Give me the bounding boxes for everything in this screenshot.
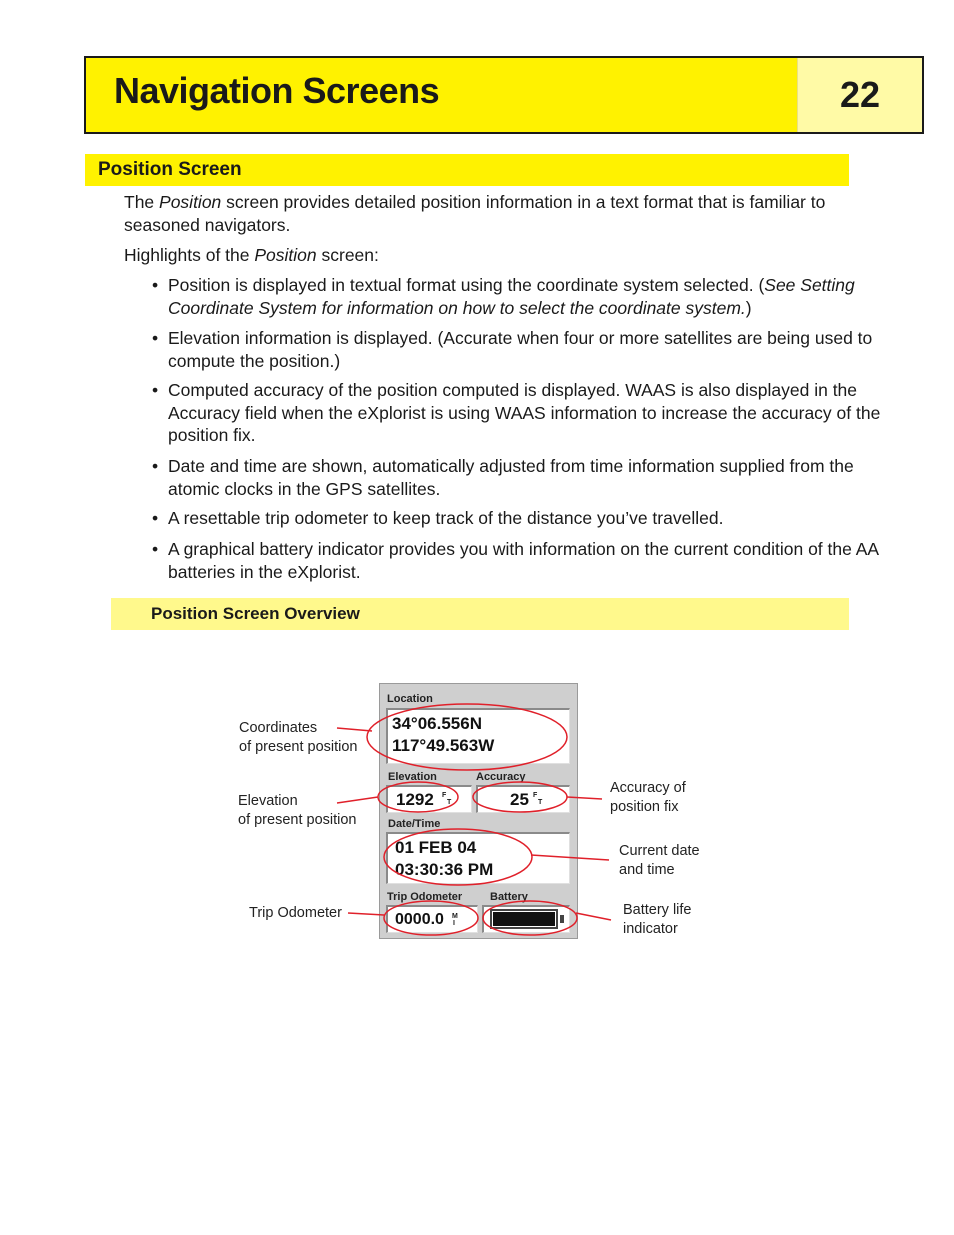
accuracy-unit-top: F: [533, 792, 538, 799]
datetime-ellipse: [384, 829, 532, 885]
bullet-position: • Position is displayed in textual format using the coordinate system selected. (See Setting Coordinate System for information on how to select the coordinate system.): [152, 275, 855, 318]
longitude-value: 117°49.563W: [392, 736, 495, 755]
coordinates-ellipse: [367, 704, 567, 770]
bullet-symbol: •: [152, 275, 159, 295]
odometer-label: Trip Odometer: [387, 891, 463, 903]
intro-paragraph: The Position screen provides detailed position information in a text format that is familiar to seasoned navigators.: [124, 192, 826, 235]
section-title: Position Screen: [98, 159, 242, 180]
elevation-label: Elevation: [388, 771, 437, 783]
coordinates-leader: [337, 728, 372, 731]
bullet-symbol: •: [152, 508, 159, 528]
accuracy-leader: [567, 797, 602, 799]
page-number: 22: [797, 58, 922, 132]
callout-coordinates: Coordinates of present position: [239, 720, 358, 755]
bullet-symbol: •: [152, 380, 159, 400]
callout-datetime: Current date and time: [619, 843, 700, 878]
bullet-symbol: •: [152, 539, 159, 559]
datetime-leader: [531, 855, 609, 860]
trip-leader: [348, 913, 384, 915]
datetime-label: Date/Time: [388, 818, 441, 830]
location-label: Location: [387, 693, 433, 705]
accuracy-unit-bottom: T: [538, 799, 543, 806]
odometer-value: 0000.0: [395, 911, 444, 928]
odometer-unit-bottom: I: [453, 920, 455, 927]
bullet-symbol: •: [152, 328, 159, 348]
battery-label: Battery: [490, 891, 528, 903]
odometer-ellipse: [384, 901, 478, 935]
accuracy-value: 25: [510, 790, 529, 809]
subsection-title: Position Screen Overview: [151, 604, 360, 623]
accuracy-ellipse: [473, 782, 567, 812]
callout-accuracy: Accuracy of position fix: [610, 780, 686, 815]
elevation-value: 1292: [396, 790, 434, 809]
bullet-accuracy: • Computed accuracy of the position computed is displayed. WAAS is also displayed in the Accuracy field when the eXplorist is using WAAS information to increase the accuracy of the position fix.: [152, 380, 881, 445]
elevation-unit-top: F: [442, 792, 447, 799]
bullet-datetime: • Date and time are shown, automatically adjusted from time information supplied from the atomic clocks in the GPS satellites.: [152, 456, 854, 499]
callout-battery: Battery life indicator: [623, 902, 692, 937]
elevation-unit-bottom: T: [447, 799, 452, 806]
elevation-leader: [337, 797, 378, 803]
callout-elevation: Elevation of present position: [238, 793, 357, 828]
latitude-value: 34°06.556N: [392, 714, 482, 733]
accuracy-label: Accuracy: [476, 771, 526, 783]
highlights-intro: Highlights of the Position screen:: [124, 245, 379, 265]
callout-trip-odometer: Trip Odometer: [249, 905, 342, 921]
bullet-odometer: • A resettable trip odometer to keep track of the distance you’ve travelled.: [152, 508, 724, 528]
bullet-symbol: •: [152, 456, 159, 476]
time-value: 03:30:36 PM: [395, 860, 494, 879]
battery-leader: [576, 913, 611, 920]
bullet-battery: • A graphical battery indicator provides you with information on the current condition of the AA batteries in the eXplorist.: [152, 539, 879, 582]
battery-ellipse: [483, 901, 577, 935]
bullet-elevation: • Elevation information is displayed. (Accurate when four or more satellites are being used to compute the position.): [152, 328, 873, 371]
page-title: Navigation Screens: [114, 70, 440, 111]
elevation-ellipse: [378, 782, 458, 812]
odometer-unit-top: M: [452, 913, 458, 920]
date-value: 01 FEB 04: [395, 838, 477, 857]
